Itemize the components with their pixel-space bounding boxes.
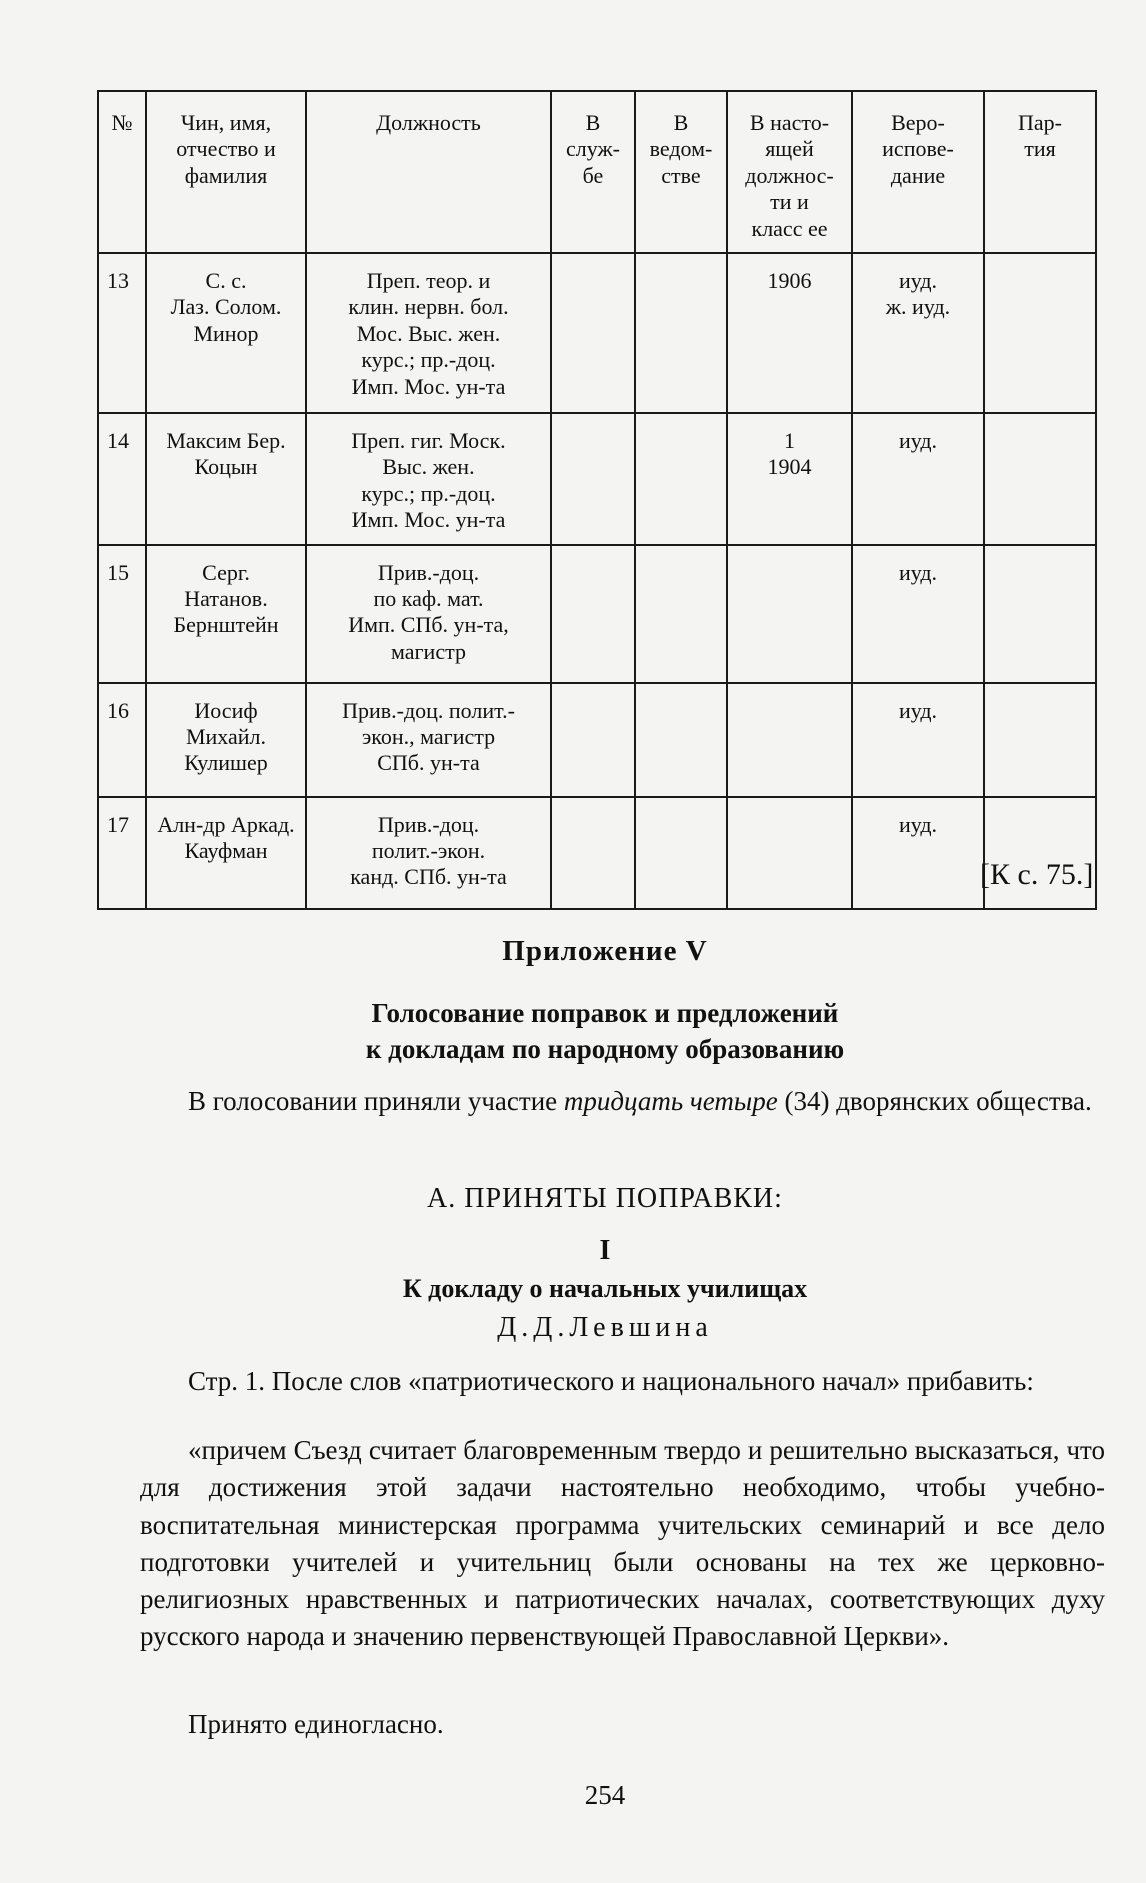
row-party: [984, 683, 1096, 797]
intro-text-before: В голосовании приняли участие: [188, 1086, 564, 1116]
row-party: [984, 413, 1096, 545]
row-religion: иуд.: [852, 797, 984, 909]
row-position: Прив.-доц. полит.- экон., магистр СПб. ун-та: [306, 683, 551, 797]
intro-emphasis: тридцать четыре: [563, 1086, 778, 1116]
row-service: [551, 683, 635, 797]
row-service: [551, 413, 635, 545]
row-current: [727, 797, 852, 909]
row-religion: иуд.: [852, 683, 984, 797]
row-number: 13: [98, 253, 146, 413]
row-position: Преп. гиг. Моск. Выс. жен. курс.; пр.-доц. Имп. Мос. ун-та: [306, 413, 551, 545]
row-service: [551, 253, 635, 413]
header-position: Должность: [306, 91, 551, 253]
table-row: [98, 797, 1096, 909]
table-row: [98, 545, 1096, 683]
row-department: [635, 413, 727, 545]
section-heading: А. ПРИНЯТЫ ПОПРАВКИ:: [427, 1183, 783, 1214]
row-number: 16: [98, 683, 146, 797]
row-current: [727, 683, 852, 797]
row-name: Алн-др Аркад. Кауфман: [146, 797, 306, 909]
row-department: [635, 797, 727, 909]
page-number: 254: [584, 1780, 626, 1810]
row-name: Максим Бер. Коцын: [146, 413, 306, 545]
row-party: [984, 545, 1096, 683]
personnel-table: [97, 90, 1097, 910]
report-label: К докладу о начальных училищах: [402, 1274, 808, 1303]
amendment-paragraph: Стр. 1. После слов «патриотического и национального начал» прибавить:: [188, 1366, 1034, 1396]
author-name: Д.Д.Левшина: [497, 1312, 713, 1343]
header-department: В ведом- стве: [635, 91, 727, 253]
row-department: [635, 545, 727, 683]
header-party: Пар- тия: [984, 91, 1096, 253]
row-position: Прив.-доц. по каф. мат. Имп. СПб. ун-та, магистр: [306, 545, 551, 683]
row-department: [635, 683, 727, 797]
row-number: 15: [98, 545, 146, 683]
row-current: 1 1904: [727, 413, 852, 545]
row-current: 1906: [727, 253, 852, 413]
row-religion: иуд.: [852, 413, 984, 545]
row-department: [635, 253, 727, 413]
table-row: [98, 253, 1096, 413]
row-position: Прив.-доц. полит.-экон. канд. СПб. ун-та: [306, 797, 551, 909]
header-religion: Веро- испове- дание: [852, 91, 984, 253]
appendix-subtitle: [140, 995, 1070, 1068]
subtitle-line-1: Голосование поправок и предложений: [371, 998, 839, 1028]
result-paragraph: Принято единогласно.: [188, 1709, 444, 1739]
table-header-row: [98, 91, 1096, 253]
row-service: [551, 545, 635, 683]
intro-paragraph: [140, 1083, 1105, 1120]
row-position: Преп. теор. и клин. нервн. бол. Мос. Выс. жен. курс.; пр.-доц. Имп. Мос. ун-та: [306, 253, 551, 413]
row-name: С. с. Лаз. Солом. Минор: [146, 253, 306, 413]
header-number: №: [98, 91, 146, 253]
row-current: [727, 545, 852, 683]
roman-numeral: I: [599, 1235, 611, 1266]
header-current-position: В насто- ящей должнос- ти и класс ее: [727, 91, 852, 253]
intro-text-after: (34) дворянских общества.: [777, 1086, 1092, 1116]
row-religion: иуд. ж. иуд.: [852, 253, 984, 413]
subtitle-line-2: к докладам по народному образованию: [365, 1034, 845, 1065]
row-name: Иосиф Михайл. Кулишер: [146, 683, 306, 797]
quoted-amendment: «причем Съезд считает благовременным твердо и решительно высказаться, что для достижения этой задачи настоятельно необходимо, чтобы учебно-воспитательная министерская программа учительских семинарий и все дело подготовки учителей и учительниц были основаны на тех же церковно-религиозных нравственных и патриотических началах, соответствующих духу русского народа и значению первенствующей Православной Церкви».: [140, 1435, 1105, 1652]
header-name: Чин, имя, отчество и фамилия: [146, 91, 306, 253]
row-name: Серг. Натанов. Бернштейн: [146, 545, 306, 683]
row-service: [551, 797, 635, 909]
row-number: 17: [98, 797, 146, 909]
table-row: [98, 413, 1096, 545]
table-row: [98, 683, 1096, 797]
appendix-title: Приложение V: [502, 935, 708, 967]
header-service: В служ- бе: [551, 91, 635, 253]
row-party: [984, 253, 1096, 413]
page-reference: [К с. 75.]: [980, 858, 1094, 891]
row-number: 14: [98, 413, 146, 545]
row-religion: иуд.: [852, 545, 984, 683]
